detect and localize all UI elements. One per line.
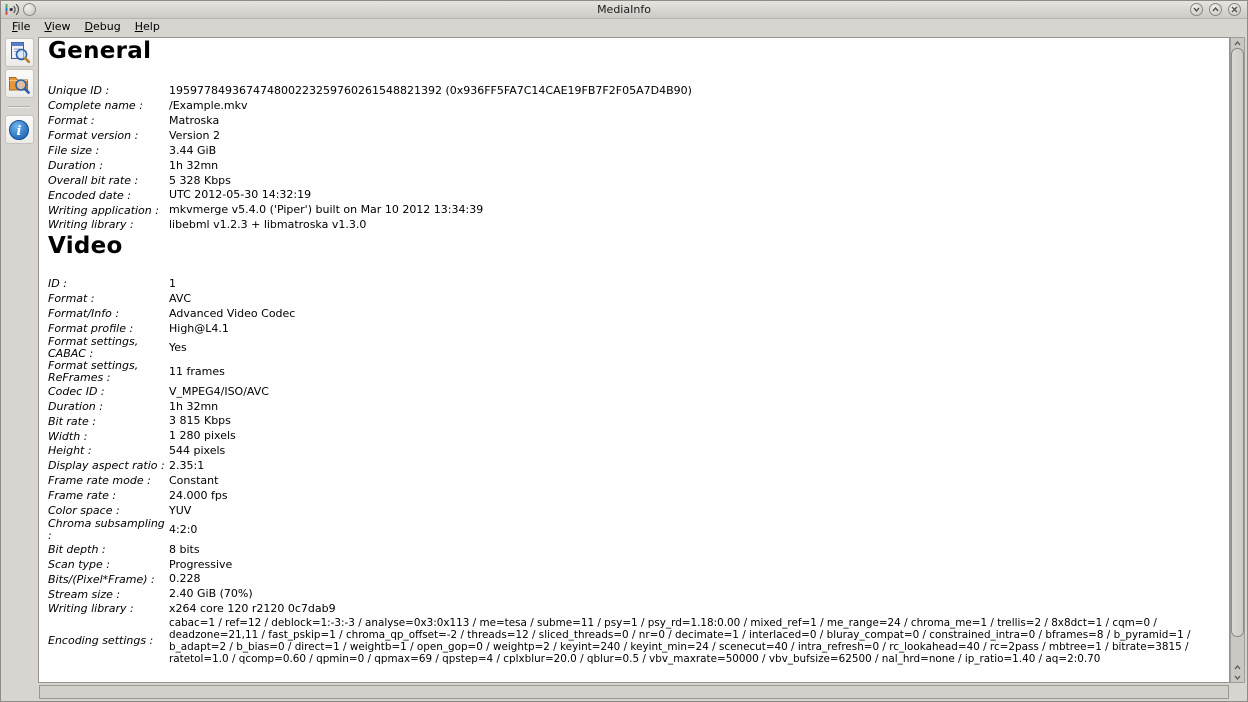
field-value: mkvmerge v5.4.0 ('Piper') built on Mar 10 2012 13:34:39 [169, 203, 484, 217]
toolbar [1, 34, 37, 700]
window-title: MediaInfo [597, 3, 651, 16]
field-label: Writing application : [48, 203, 159, 217]
info-icon [7, 118, 31, 142]
field-value: 24.000 fps [169, 488, 228, 502]
field-label: Height : [48, 444, 92, 458]
field-label: Format settings, CABAC : [48, 335, 139, 361]
section-title-general: General [48, 38, 152, 64]
info-row [48, 429, 1229, 444]
field-value: Matroska [169, 113, 220, 127]
vertical-scrollbar[interactable] [1230, 37, 1245, 683]
field-label: Format version : [48, 129, 139, 143]
info-row [48, 504, 1229, 519]
content-area [38, 37, 1230, 683]
info-row [48, 144, 1229, 159]
field-label: Format settings, ReFrames : [48, 359, 139, 385]
info-row [48, 188, 1229, 203]
field-value: 4:2:0 [169, 523, 198, 537]
folder-magnifier-icon [8, 72, 31, 95]
maximize-button[interactable] [1209, 3, 1222, 16]
field-label: Duration : [48, 158, 103, 172]
field-value: Version 2 [169, 128, 220, 142]
info-row [48, 444, 1229, 459]
field-label: Encoded date : [48, 188, 131, 202]
field-value: Yes [169, 341, 187, 355]
menu-item-view[interactable]: View [44, 19, 71, 33]
file-magnifier-icon [8, 41, 31, 64]
field-label: Bits/(Pixel*Frame) : [48, 572, 155, 586]
field-label: File size : [48, 144, 100, 157]
field-label: Chroma subsampling : [48, 517, 165, 543]
field-value: 0.228 [169, 572, 201, 586]
field-label: Color space : [48, 504, 120, 518]
info-row [48, 336, 1229, 360]
field-label: Frame rate : [48, 489, 117, 503]
general-rows [48, 84, 1229, 233]
info-row [48, 129, 1229, 144]
field-value: x264 core 120 r2120 0c7dab9 [169, 602, 336, 616]
info-row [48, 384, 1229, 399]
info-row [48, 307, 1229, 322]
field-value: 5 328 Kbps [169, 173, 231, 187]
field-label: Format : [48, 292, 95, 306]
field-label: Format/Info : [48, 307, 120, 321]
info-row [48, 114, 1229, 129]
field-value: 2.35:1 [169, 459, 205, 473]
menu-item-help[interactable]: Help [134, 19, 160, 33]
video-rows [48, 277, 1229, 665]
chevron-up-icon [1234, 665, 1241, 670]
field-value: 11 frames [169, 365, 225, 379]
open-folder-button[interactable] [5, 69, 34, 98]
field-value: 8 bits [169, 542, 200, 556]
info-row [48, 542, 1229, 557]
info-row [48, 518, 1229, 542]
info-row [48, 587, 1229, 602]
info-row [48, 158, 1229, 173]
field-value: High@L4.1 [169, 321, 229, 335]
field-label: Overall bit rate : [48, 173, 139, 187]
menu-item-file[interactable]: File [12, 19, 31, 33]
chevron-up-icon [1212, 7, 1219, 12]
section-title-video: Video [48, 232, 123, 259]
field-value: Advanced Video Codec [169, 306, 296, 320]
info-row [48, 84, 1229, 99]
field-label: Codec ID : [48, 384, 105, 398]
field-value: /Example.mkv [169, 99, 248, 113]
field-value: 1h 32mn [169, 399, 219, 413]
field-label: Bit depth : [48, 542, 106, 556]
field-label: Bit rate : [48, 414, 96, 428]
info-row [48, 277, 1229, 292]
horizontal-scrollbar[interactable] [39, 685, 1229, 699]
minimize-button[interactable] [1190, 3, 1203, 16]
info-row [48, 557, 1229, 572]
field-label: Format : [48, 114, 95, 128]
field-label: Writing library : [48, 218, 134, 232]
info-row [48, 218, 1229, 233]
about-button[interactable] [5, 115, 34, 144]
chevron-down-icon [1234, 675, 1241, 680]
field-value: 2.40 GiB (70%) [169, 587, 253, 601]
field-value: V_MPEG4/ISO/AVC [169, 384, 269, 398]
field-value: Progressive [169, 557, 233, 571]
info-row [48, 399, 1229, 414]
info-row [48, 474, 1229, 489]
field-label: Encoding settings : [48, 633, 154, 647]
field-value: AVC [169, 291, 192, 305]
field-value: 1 280 pixels [169, 429, 236, 443]
field-value: Constant [169, 474, 219, 487]
field-value: libebml v1.2.3 + libmatroska v1.3.0 [169, 218, 367, 232]
chevron-up-icon [1234, 41, 1241, 46]
open-file-button[interactable] [5, 38, 34, 67]
field-label: Width : [48, 429, 88, 443]
menubar [1, 19, 1247, 34]
field-label: Format profile : [48, 322, 134, 336]
field-value: 544 pixels [169, 444, 226, 458]
field-value: UTC 2012-05-30 14:32:19 [169, 188, 312, 202]
field-label: Display aspect ratio : [48, 459, 165, 473]
field-label: Scan type : [48, 557, 111, 571]
scrollbar-thumb[interactable] [1231, 48, 1244, 637]
info-row [48, 292, 1229, 307]
field-label: Writing library : [48, 602, 134, 616]
info-row [48, 617, 1229, 665]
info-row [48, 459, 1229, 474]
info-row [48, 99, 1229, 114]
field-value: 1 [169, 277, 176, 291]
info-row [48, 489, 1229, 504]
info-row [48, 602, 1229, 617]
info-row [48, 173, 1229, 188]
chevron-down-icon [1193, 7, 1200, 12]
field-value: 3 815 Kbps [169, 414, 231, 428]
info-row [48, 414, 1229, 429]
info-row [48, 572, 1229, 587]
field-value: YUV [169, 503, 192, 517]
info-row [48, 322, 1229, 337]
scroll-down-button[interactable] [1231, 672, 1244, 682]
toolbar-separator [8, 106, 30, 108]
close-icon [1231, 6, 1238, 13]
field-label: Stream size : [48, 587, 121, 601]
field-label: Duration : [48, 399, 103, 413]
field-value: 195977849367474800223259760261548821392 (0x936FF5FA7C14CAE19FB7F2F05A7D4B90) [169, 84, 692, 98]
field-label: Complete name : [48, 99, 143, 113]
info-row [48, 360, 1229, 384]
field-label: ID : [48, 277, 67, 291]
section-video [48, 233, 1229, 665]
scrollbar-track[interactable] [1231, 48, 1244, 662]
field-label: Frame rate mode : [48, 474, 151, 488]
info-row [48, 203, 1229, 218]
scroll-up-button-bottom[interactable] [1231, 662, 1244, 672]
titlebar [1, 1, 1247, 19]
close-button[interactable] [1228, 3, 1241, 16]
svg-text:i: i [16, 123, 22, 139]
menu-item-debug[interactable]: Debug [84, 19, 121, 33]
field-value: 1h 32mn [169, 158, 219, 172]
scroll-up-button[interactable] [1231, 38, 1244, 48]
section-general [48, 38, 1229, 233]
field-value: 3.44 GiB [169, 143, 217, 157]
field-label: Unique ID : [48, 84, 110, 98]
field-value: cabac=1 / ref=12 / deblock=1:-3:-3 / analyse=0x3:0x113 / me=tesa / subme=11 / psy=1 / psy_rd=1.18:0.00 / mixed_ref=1 / me_range=24 / chroma_me=1 / trellis=2 / 8x8dct=1 / cqm=0 / deadzone=21,11 / fast_pskip=1 / chroma_qp_offset=-2 / threads=12 / sliced_threads=0 / nr=0 / decimate=1 / interlaced=0 / bluray_compat=0 / constrained_intra=0 / bframes=8 / b_pyramid=1 / b_adapt=2 / b_bias=0 / direct=1 / weightb=1 / open_gop=0 / weightp=2 / keyint=240 / keyint_min=24 / scenecut=40 / intra_refresh=0 / rc_lookahead=40 / rc=2pass / mbtree=1 / bitrate=3815 / ratetol=1.0 / qcomp=0.60 / qpmin=0 / qpmax=69 / qpstep=4 / cplxblur=20.0 / qblur=0.5 / vbv_maxrate=50000 / vbv_bufsize=62500 / nal_hrd=none / ip_ratio=1.40 / aq=2:0.70 [169, 616, 1191, 665]
